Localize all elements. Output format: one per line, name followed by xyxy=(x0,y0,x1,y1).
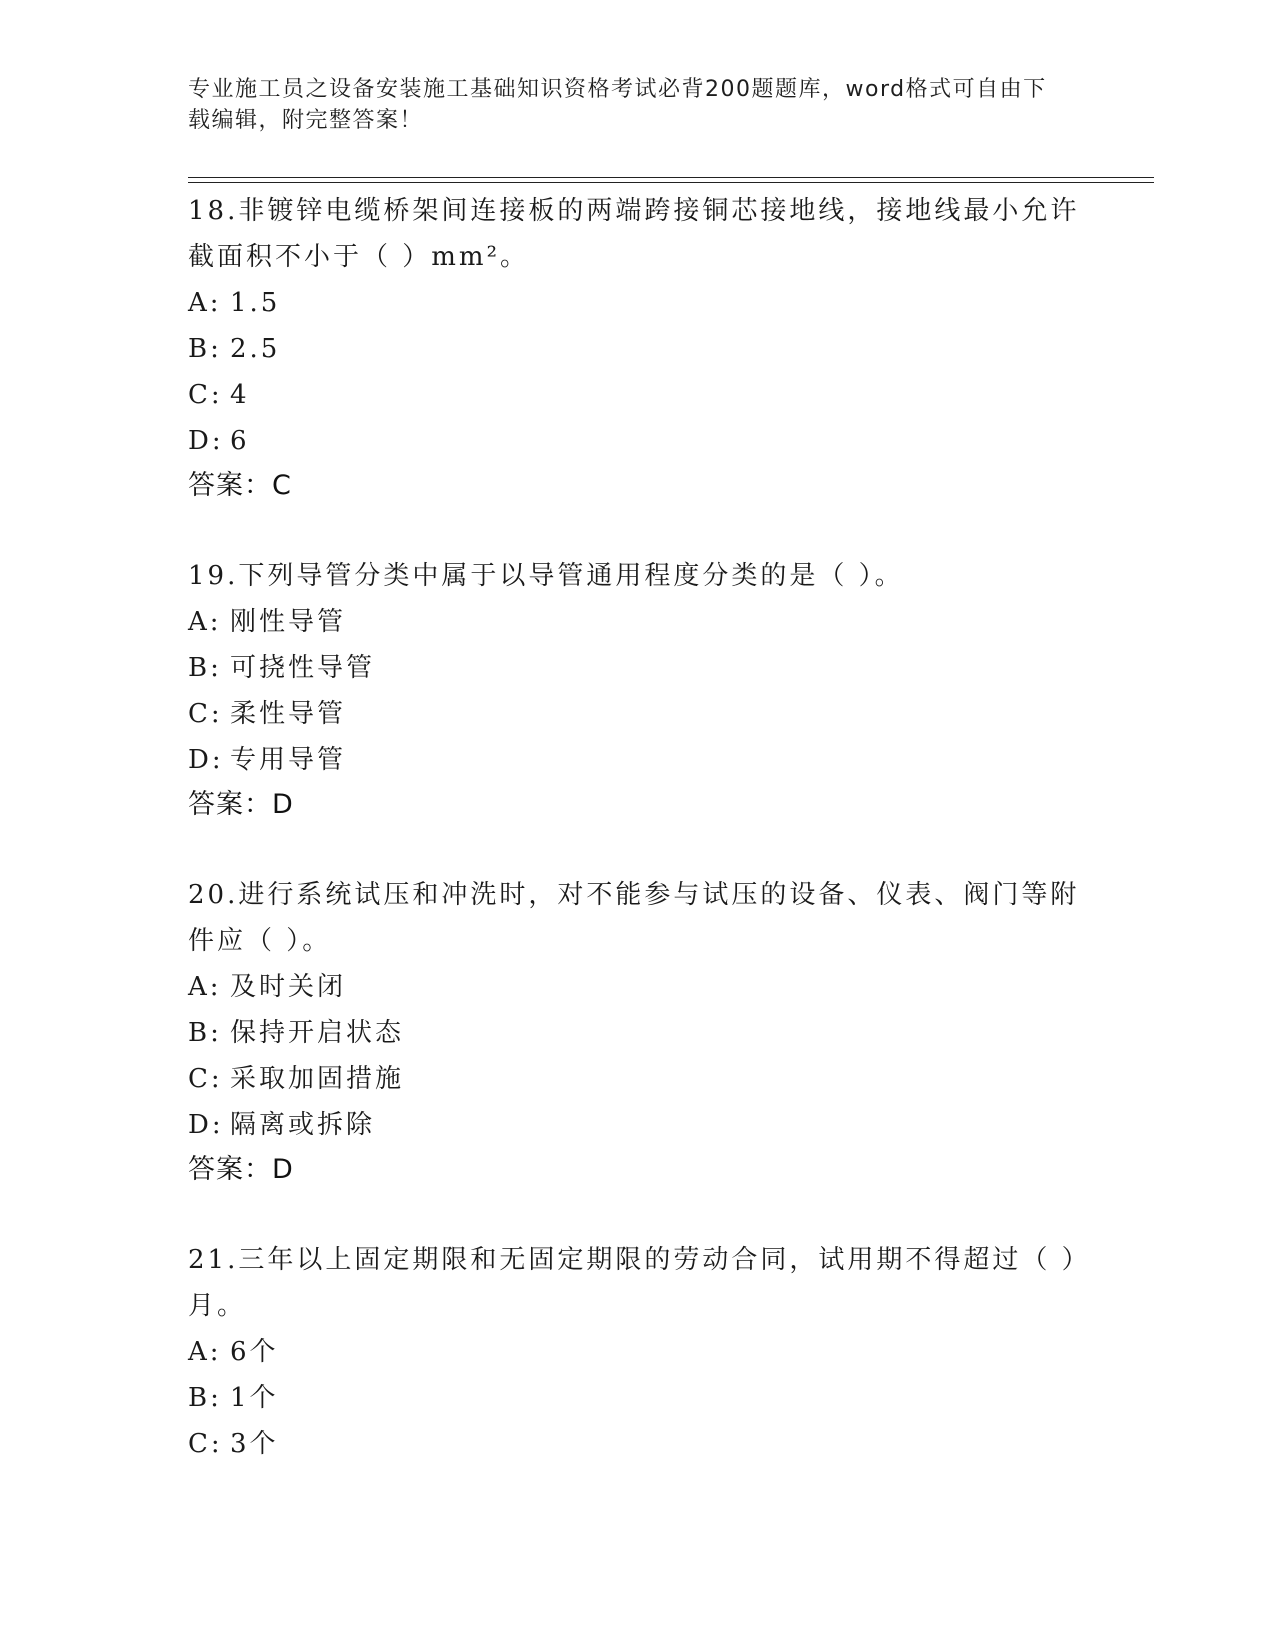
option-c xyxy=(188,1056,1088,1102)
answer-line: 答案：D xyxy=(188,789,294,820)
option-key: C: xyxy=(188,699,223,729)
option-c xyxy=(188,1421,1088,1467)
option-key: D: xyxy=(188,1110,224,1140)
option-a xyxy=(188,280,1088,326)
question-21 xyxy=(188,1237,1088,1467)
option-text: 4 xyxy=(230,380,250,410)
option-text: 3个 xyxy=(230,1429,279,1459)
header-divider xyxy=(188,177,1154,178)
document-header: 专业施工员之设备安装施工基础知识资格考试必背200题题库，word格式可自由下载编辑，附完整答案！ xyxy=(188,77,1047,133)
question-20 xyxy=(188,872,1088,1192)
option-b xyxy=(188,1375,1088,1421)
answer-line: 答案：D xyxy=(188,1154,294,1185)
question-19 xyxy=(188,553,1088,827)
option-key: C: xyxy=(188,1064,223,1094)
question-stem: 19.下列导管分类中属于以导管通用程度分类的是（ ）。 xyxy=(188,561,904,591)
option-text: 6 xyxy=(230,426,250,456)
option-text: 柔性导管 xyxy=(230,699,347,729)
option-key: D: xyxy=(188,745,224,775)
option-d xyxy=(188,1102,1088,1148)
option-key: D: xyxy=(188,426,224,456)
option-d xyxy=(188,418,1088,464)
option-text: 刚性导管 xyxy=(230,607,347,637)
option-text: 隔离或拆除 xyxy=(230,1110,376,1140)
option-text: 及时关闭 xyxy=(230,972,347,1002)
option-text: 6个 xyxy=(230,1337,279,1367)
question-stem: 21.三年以上固定期限和无固定期限的劳动合同，试用期不得超过（ ）月。 xyxy=(188,1245,1078,1321)
option-key: A: xyxy=(188,607,222,637)
option-text: 保持开启状态 xyxy=(230,1018,405,1048)
option-key: B: xyxy=(188,1383,222,1413)
option-key: A: xyxy=(188,1337,222,1367)
option-c xyxy=(188,372,1088,418)
option-key: A: xyxy=(188,288,222,318)
option-key: B: xyxy=(188,653,222,683)
question-stem: 20.进行系统试压和冲洗时，对不能参与试压的设备、仪表、阀门等附件应（ ）。 xyxy=(188,880,1080,956)
option-text: 1.5 xyxy=(230,288,281,318)
option-text: 2.5 xyxy=(230,334,281,364)
option-b xyxy=(188,1010,1088,1056)
option-text: 采取加固措施 xyxy=(230,1064,405,1094)
option-key: B: xyxy=(188,334,222,364)
option-text: 1个 xyxy=(230,1383,279,1413)
option-text: 可挠性导管 xyxy=(230,653,376,683)
question-18 xyxy=(188,188,1088,508)
option-key: A: xyxy=(188,972,222,1002)
answer-line: 答案：C xyxy=(188,470,292,501)
option-d xyxy=(188,737,1088,783)
question-stem: 18.非镀锌电缆桥架间连接板的两端跨接铜芯接地线，接地线最小允许截面积不小于（ ）mm²。 xyxy=(188,196,1080,272)
header-divider-secondary xyxy=(188,182,1154,183)
option-a xyxy=(188,964,1088,1010)
option-key: C: xyxy=(188,1429,223,1459)
option-b xyxy=(188,326,1088,372)
option-key: C: xyxy=(188,380,223,410)
option-key: B: xyxy=(188,1018,222,1048)
option-text: 专用导管 xyxy=(230,745,347,775)
option-b xyxy=(188,645,1088,691)
option-c xyxy=(188,691,1088,737)
option-a xyxy=(188,1329,1088,1375)
option-a xyxy=(188,599,1088,645)
